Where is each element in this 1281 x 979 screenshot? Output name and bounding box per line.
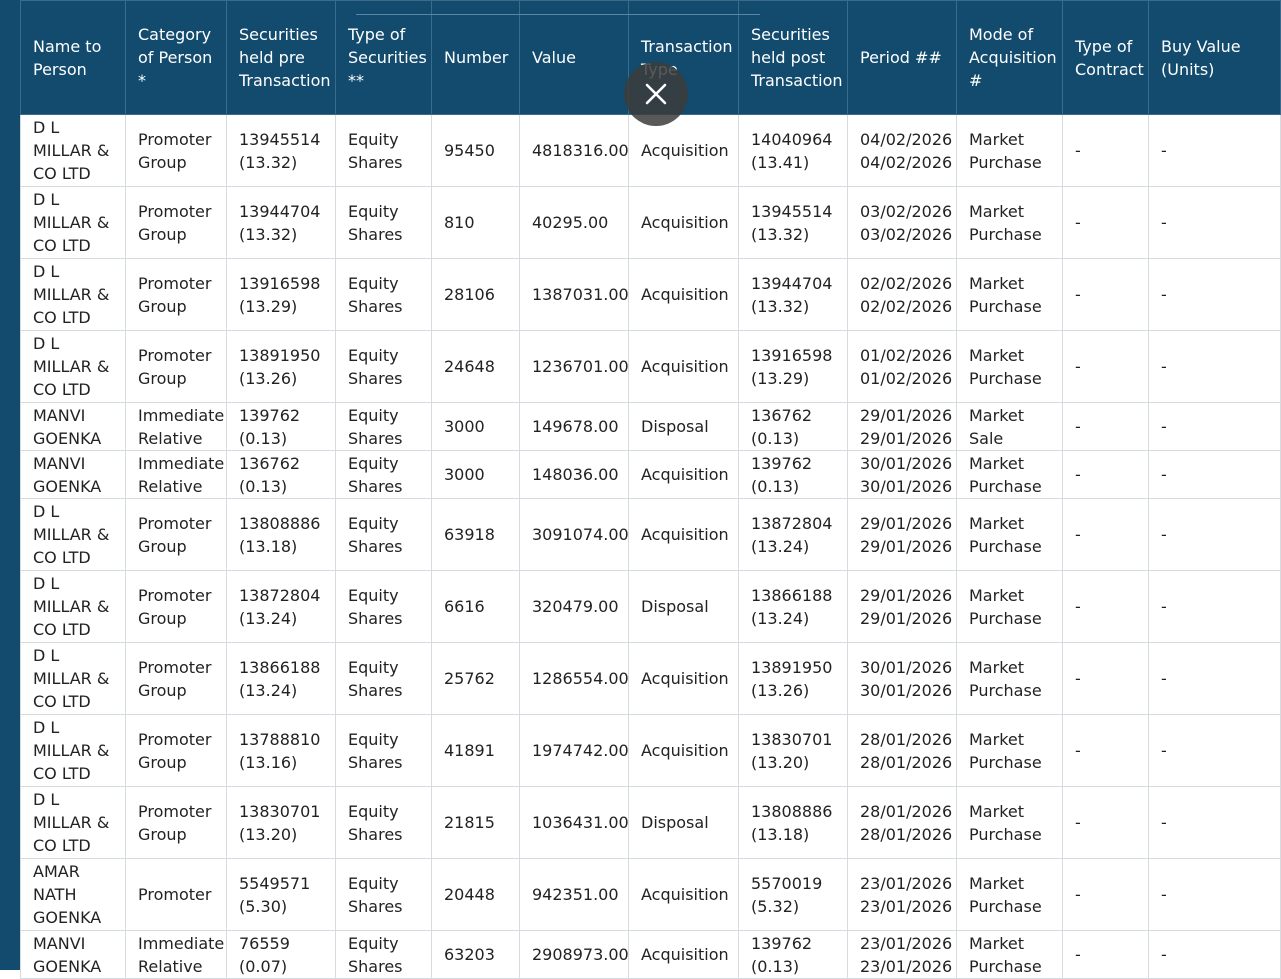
cell-category: Immediate Relative [126, 931, 227, 979]
cell-post: 13808886 (13.18) [739, 787, 848, 859]
header-mode: Mode of Acquisition # [957, 1, 1063, 115]
table-row[interactable] [21, 187, 1281, 259]
header-category: Category of Person * [126, 1, 227, 115]
cell-txn: Disposal [629, 571, 739, 643]
cell-value: 4818316.00 [520, 115, 629, 187]
cell-mode: Market Purchase [957, 451, 1063, 499]
cell-value: 2908973.00 [520, 931, 629, 979]
header-buy: Buy Value (Units) [1149, 1, 1281, 115]
cell-value: 149678.00 [520, 403, 629, 451]
table-row[interactable] [21, 859, 1281, 931]
cell-name: D L MILLAR & CO LTD [21, 643, 126, 715]
cell-name: D L MILLAR & CO LTD [21, 571, 126, 643]
header-contract: Type of Contract [1063, 1, 1149, 115]
cell-post: 13891950 (13.26) [739, 643, 848, 715]
cell-post: 13872804 (13.24) [739, 499, 848, 571]
cell-value: 320479.00 [520, 571, 629, 643]
cell-buy: - [1149, 931, 1281, 979]
cell-value: 40295.00 [520, 187, 629, 259]
cell-category: Immediate Relative [126, 451, 227, 499]
cell-buy: - [1149, 859, 1281, 931]
cell-mode: Market Purchase [957, 259, 1063, 331]
close-icon [644, 82, 668, 106]
cell-value: 942351.00 [520, 859, 629, 931]
table-row[interactable] [21, 403, 1281, 451]
cell-buy: - [1149, 787, 1281, 859]
cell-pre: 13866188 (13.24) [227, 643, 336, 715]
cell-type: Equity Shares [336, 715, 432, 787]
cell-txn: Acquisition [629, 187, 739, 259]
table-row[interactable] [21, 451, 1281, 499]
cell-number: 6616 [432, 571, 520, 643]
cell-period: 29/01/2026 29/01/2026 [848, 571, 957, 643]
cell-contract: - [1063, 187, 1149, 259]
table-row[interactable] [21, 643, 1281, 715]
cell-buy: - [1149, 571, 1281, 643]
cell-value: 1236701.00 [520, 331, 629, 403]
cell-contract: - [1063, 403, 1149, 451]
cell-period: 30/01/2026 30/01/2026 [848, 451, 957, 499]
cell-name: D L MILLAR & CO LTD [21, 115, 126, 187]
cell-contract: - [1063, 787, 1149, 859]
cell-type: Equity Shares [336, 859, 432, 931]
cell-buy: - [1149, 451, 1281, 499]
cell-txn: Acquisition [629, 931, 739, 979]
cell-number: 95450 [432, 115, 520, 187]
cell-type: Equity Shares [336, 787, 432, 859]
cell-type: Equity Shares [336, 115, 432, 187]
cell-contract: - [1063, 331, 1149, 403]
header-post: Securities held post Transaction [739, 1, 848, 115]
cell-period: 30/01/2026 30/01/2026 [848, 643, 957, 715]
cell-name: MANVI GOENKA [21, 451, 126, 499]
cell-number: 810 [432, 187, 520, 259]
cell-mode: Market Purchase [957, 331, 1063, 403]
cell-post: 13916598 (13.29) [739, 331, 848, 403]
cell-post: 13945514 (13.32) [739, 187, 848, 259]
cell-value: 1036431.00 [520, 787, 629, 859]
cell-value: 1286554.00 [520, 643, 629, 715]
cell-pre: 136762 (0.13) [227, 451, 336, 499]
cell-category: Promoter Group [126, 187, 227, 259]
cell-pre: 76559 (0.07) [227, 931, 336, 979]
cell-period: 04/02/2026 04/02/2026 [848, 115, 957, 187]
header-group-divider [356, 0, 760, 15]
cell-pre: 139762 (0.13) [227, 403, 336, 451]
cell-contract: - [1063, 859, 1149, 931]
cell-txn: Acquisition [629, 499, 739, 571]
cell-mode: Market Purchase [957, 931, 1063, 979]
cell-value: 1974742.00 [520, 715, 629, 787]
cell-buy: - [1149, 715, 1281, 787]
cell-category: Promoter Group [126, 259, 227, 331]
table-row[interactable] [21, 571, 1281, 643]
cell-buy: - [1149, 499, 1281, 571]
cell-mode: Market Purchase [957, 859, 1063, 931]
cell-type: Equity Shares [336, 187, 432, 259]
cell-txn: Disposal [629, 403, 739, 451]
cell-mode: Market Sale [957, 403, 1063, 451]
cell-category: Promoter Group [126, 787, 227, 859]
table-row[interactable] [21, 331, 1281, 403]
cell-name: MANVI GOENKA [21, 403, 126, 451]
cell-mode: Market Purchase [957, 787, 1063, 859]
cell-name: MANVI GOENKA [21, 931, 126, 979]
cell-post: 139762 (0.13) [739, 931, 848, 979]
cell-category: Promoter Group [126, 715, 227, 787]
cell-post: 13944704 (13.32) [739, 259, 848, 331]
cell-pre: 13808886 (13.18) [227, 499, 336, 571]
cell-type: Equity Shares [336, 451, 432, 499]
cell-category: Promoter Group [126, 499, 227, 571]
cell-post: 136762 (0.13) [739, 403, 848, 451]
cell-txn: Acquisition [629, 259, 739, 331]
cell-mode: Market Purchase [957, 499, 1063, 571]
cell-period: 28/01/2026 28/01/2026 [848, 715, 957, 787]
cell-period: 01/02/2026 01/02/2026 [848, 331, 957, 403]
cell-txn: Acquisition [629, 643, 739, 715]
cell-pre: 13788810 (13.16) [227, 715, 336, 787]
table-row[interactable] [21, 499, 1281, 571]
header-txn: Transaction [629, 1, 739, 115]
cell-mode: Market Purchase [957, 715, 1063, 787]
cell-buy: - [1149, 259, 1281, 331]
cell-number: 28106 [432, 259, 520, 331]
insider-trading-table [20, 0, 1281, 979]
cell-number: 25762 [432, 643, 520, 715]
cell-period: 28/01/2026 28/01/2026 [848, 787, 957, 859]
cell-pre: 13916598 (13.29) [227, 259, 336, 331]
cell-txn: Acquisition [629, 331, 739, 403]
table-row[interactable] [21, 787, 1281, 859]
cell-name: AMAR NATH GOENKA [21, 859, 126, 931]
cell-contract: - [1063, 715, 1149, 787]
table-row[interactable] [21, 931, 1281, 979]
cell-period: 29/01/2026 29/01/2026 [848, 499, 957, 571]
cell-buy: - [1149, 187, 1281, 259]
cell-category: Promoter Group [126, 571, 227, 643]
table-row[interactable] [21, 715, 1281, 787]
cell-txn: Acquisition [629, 715, 739, 787]
cell-pre: 13830701 (13.20) [227, 787, 336, 859]
cell-number: 21815 [432, 787, 520, 859]
insider-trading-table-container[interactable] [20, 0, 1241, 976]
cell-post: 14040964 (13.41) [739, 115, 848, 187]
cell-number: 3000 [432, 403, 520, 451]
header-number: Number [432, 1, 520, 115]
cell-period: 23/01/2026 23/01/2026 [848, 931, 957, 979]
cell-name: D L MILLAR & CO LTD [21, 187, 126, 259]
left-accent-bar [0, 0, 20, 970]
cell-value: 1387031.00 [520, 259, 629, 331]
cell-type: Equity Shares [336, 499, 432, 571]
cell-contract: - [1063, 931, 1149, 979]
cell-number: 24648 [432, 331, 520, 403]
header-name: Name to Person [21, 1, 126, 115]
cell-name: D L MILLAR & CO LTD [21, 787, 126, 859]
cell-type: Equity Shares [336, 643, 432, 715]
cell-name: D L MILLAR & CO LTD [21, 715, 126, 787]
cell-buy: - [1149, 643, 1281, 715]
cell-category: Promoter [126, 859, 227, 931]
cell-period: 29/01/2026 29/01/2026 [848, 403, 957, 451]
cell-pre: 13891950 (13.26) [227, 331, 336, 403]
cell-pre: 13945514 (13.32) [227, 115, 336, 187]
cell-number: 3000 [432, 451, 520, 499]
cell-number: 63918 [432, 499, 520, 571]
cell-post: 139762 (0.13) [739, 451, 848, 499]
cell-period: 23/01/2026 23/01/2026 [848, 859, 957, 931]
cell-buy: - [1149, 403, 1281, 451]
cell-period: 02/02/2026 02/02/2026 [848, 259, 957, 331]
cell-type: Equity Shares [336, 931, 432, 979]
header-value: Value [520, 1, 629, 115]
cell-post: 5570019 (5.32) [739, 859, 848, 931]
cell-category: Promoter Group [126, 115, 227, 187]
cell-txn: Disposal [629, 787, 739, 859]
cell-contract: - [1063, 499, 1149, 571]
cell-number: 63203 [432, 931, 520, 979]
cell-mode: Market Purchase [957, 115, 1063, 187]
table-row[interactable] [21, 259, 1281, 331]
cell-txn: Acquisition [629, 115, 739, 187]
cell-pre: 5549571 (5.30) [227, 859, 336, 931]
cell-category: Promoter Group [126, 643, 227, 715]
cell-txn: Acquisition [629, 451, 739, 499]
cell-contract: - [1063, 259, 1149, 331]
cell-mode: Market Purchase [957, 187, 1063, 259]
cell-name: D L MILLAR & CO LTD [21, 331, 126, 403]
cell-mode: Market Purchase [957, 643, 1063, 715]
cell-number: 20448 [432, 859, 520, 931]
cell-type: Equity Shares [336, 259, 432, 331]
cell-txn: Acquisition [629, 859, 739, 931]
cell-period: 03/02/2026 03/02/2026 [848, 187, 957, 259]
table-body [21, 115, 1281, 979]
header-type: Type of Securities ** [336, 1, 432, 115]
cell-contract: - [1063, 451, 1149, 499]
cell-type: Equity Shares [336, 403, 432, 451]
cell-contract: - [1063, 643, 1149, 715]
header-period: Period ## [848, 1, 957, 115]
close-overlay-button[interactable] [624, 62, 688, 126]
cell-number: 41891 [432, 715, 520, 787]
cell-pre: 13944704 (13.32) [227, 187, 336, 259]
cell-contract: - [1063, 115, 1149, 187]
cell-name: D L MILLAR & CO LTD [21, 259, 126, 331]
cell-mode: Market Purchase [957, 571, 1063, 643]
cell-value: 148036.00 [520, 451, 629, 499]
cell-post: 13866188 (13.24) [739, 571, 848, 643]
cell-category: Promoter Group [126, 331, 227, 403]
cell-name: D L MILLAR & CO LTD [21, 499, 126, 571]
cell-buy: - [1149, 115, 1281, 187]
cell-pre: 13872804 (13.24) [227, 571, 336, 643]
cell-type: Equity Shares [336, 331, 432, 403]
cell-buy: - [1149, 331, 1281, 403]
cell-value: 3091074.00 [520, 499, 629, 571]
cell-post: 13830701 (13.20) [739, 715, 848, 787]
cell-category: Immediate Relative [126, 403, 227, 451]
cell-contract: - [1063, 571, 1149, 643]
header-pre: Securities held pre Transaction [227, 1, 336, 115]
cell-type: Equity Shares [336, 571, 432, 643]
